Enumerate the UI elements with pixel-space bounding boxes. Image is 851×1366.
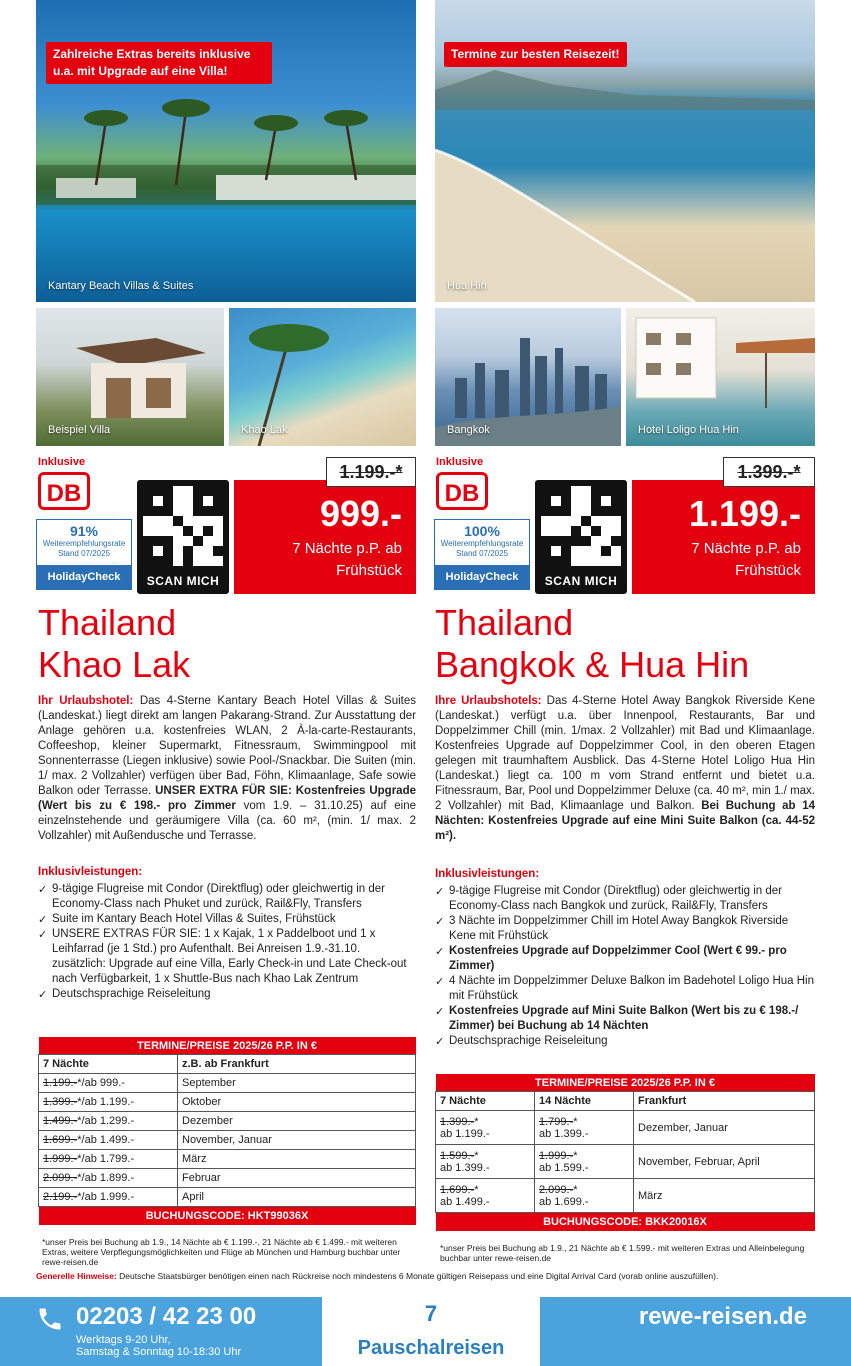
recommend-label: Weiterempfehlungsrate (440, 539, 524, 548)
url-block (540, 1297, 851, 1366)
old-price (723, 457, 815, 487)
price-sub: 7 Nächte p.P. ab (292, 540, 402, 557)
table-row: 1.699.-* ab 1.499.- 2.099.-* ab 1.699.- März (436, 1179, 815, 1213)
old-price-value: 1.199.-* (339, 462, 403, 482)
website-link[interactable]: rewe-reisen.de (638, 1303, 807, 1330)
footnote: *unser Preis bei Buchung ab 1.9., 21 Nächte ab € 1.599.- mit weiteren Extras und Alleinbelegung buchbar unter rewe-reisen.de (440, 1243, 805, 1263)
phone-block (0, 1297, 322, 1366)
table-row: 1.199.-*/ab 999.- September (39, 1074, 416, 1093)
col-nights: 7 Nächte (39, 1055, 178, 1074)
hotel-label: Ihr Urlaubshotel: (38, 695, 134, 707)
price-table (38, 1037, 416, 1225)
table-row: 1.599.-* ab 1.399.- 1.999.-* ab 1.599.- November, Februar, April (436, 1145, 815, 1179)
general-text: Deutsche Staatsbürger benötigen einen nach Rückreise noch mindestens 6 Monate gültigen Reisepass und eine Digital Arrival Card (vorab online auszufüllen). (119, 1271, 719, 1281)
destination-title: Thailand (435, 602, 574, 643)
price-board: Frühstück (336, 562, 402, 579)
col-departure: z.B. ab Frankfurt (178, 1055, 416, 1074)
table-row: 2.099.-*/ab 1.899.- Februar (39, 1169, 416, 1188)
recommend-date: Stand 07/2025 (57, 549, 111, 558)
table-heading: TERMINE/PREISE 2025/26 P.P. IN € (436, 1074, 815, 1092)
inclusion-item: ✓ Kostenfreies Upgrade auf Doppelzimmer Cool (Wert € 99.- pro Zimmer) (435, 944, 815, 974)
qr-code[interactable] (137, 480, 229, 594)
inclusions-list (38, 882, 416, 1002)
booking-code: BUCHUNGSCODE: BKK20016X (436, 1213, 815, 1232)
db-logo: DB (38, 472, 90, 510)
price-box (234, 480, 416, 594)
phone-number[interactable]: 02203 / 42 23 00 (76, 1303, 257, 1330)
table-row: 1.999.-*/ab 1.799.- März (39, 1150, 416, 1169)
inklusive-label: Inklusive (38, 456, 86, 468)
table-heading: TERMINE/PREISE 2025/26 P.P. IN € (39, 1037, 416, 1055)
table-row: 1.399.-*/ab 1.199.- Oktober (39, 1093, 416, 1112)
photo-caption: Bangkok (447, 424, 490, 436)
holidaycheck-logo: HolidayCheck (435, 565, 529, 589)
db-logo: DB (436, 472, 488, 510)
inclusion-item: ✓ Suite im Kantary Beach Hotel Villas & Suites, Frühstück (38, 912, 416, 927)
photo-caption: Beispiel Villa (48, 424, 111, 436)
section-name: Pauschalreisen (357, 1337, 505, 1359)
hotel-extra: UNSER EXTRA FÜR SIE: Kostenfreies Upgrade (Wert bis zu € 198.- pro Zimmer (38, 785, 416, 812)
qr-pattern (143, 486, 223, 566)
hotel-description (38, 694, 416, 844)
holidaycheck-logo: HolidayCheck (37, 565, 131, 589)
col-departure: Frankfurt (634, 1092, 815, 1111)
qr-code[interactable] (535, 480, 627, 594)
old-price (326, 457, 416, 487)
photo-caption: Kantary Beach Villas & Suites (48, 280, 194, 292)
hotel-text: Das 4-Sterne Hotel Away Bangkok Riverside Kene (Landeskat.) verfügt u.a. über Innenpool, Restaurants, Bar und Doppelzimmer Chill (min. 1/max. 2 Vollzahler) mit Bad und Klimaanlage. Kostenfreies Upgrade auf Doppelzimmer Cool, in den oberen Etagen gelegen mit traumhaftem Ausblick. Das 4-Sterne Hotel Loligo Hua Hin (Landeskat.) liegt ca. 100 m vom Strand entfernt und bietet u.a. Fitnessraum, Bar, Pool und Doppelzimmer Deluxe (ca. 40 m², min 1./ max. 2 Vollzahler) mit Bad, Klimaanlage und Balkon. (435, 695, 815, 812)
price-box (632, 480, 815, 594)
qr-pattern (541, 486, 621, 566)
inclusion-item: ✓ 9-tägige Flugreise mit Condor (Direktflug) oder gleichwertig in der Economy-Class nach Bangkok und zurück, Rail&Fly, Transfers (435, 884, 815, 914)
scan-label: SCAN MICH (544, 574, 618, 588)
holidaycheck-badge (434, 519, 530, 590)
destination-subtitle: Bangkok & Hua Hin (435, 644, 750, 685)
hours-weekend: Samstag & Sonntag 10-18:30 Uhr (76, 1346, 242, 1358)
price-sub: 7 Nächte p.P. ab (691, 540, 801, 557)
phone-icon (36, 1305, 64, 1333)
price-table (435, 1074, 815, 1231)
recommend-rate: 91% (69, 523, 99, 539)
general-note (36, 1271, 816, 1281)
table-row: 1.499.-*/ab 1.299.- Dezember (39, 1112, 416, 1131)
recommend-label: Weiterempfehlungsrate (42, 539, 126, 548)
scan-label: SCAN MICH (146, 574, 220, 588)
photo-caption: Hua Hin (447, 280, 487, 292)
general-label: Generelle Hinweise: (36, 1271, 117, 1281)
page-number: 7 (424, 1301, 438, 1326)
photo-caption: Khao Lak (241, 424, 288, 436)
inclusion-item: ✓ 9-tägige Flugreise mit Condor (Direktflug) oder gleichwertig in der Economy-Class nach Phuket und zurück, Rail&Fly, Transfers (38, 882, 416, 912)
old-price-value: 1.399.-* (737, 462, 801, 482)
price: 999.- (319, 493, 402, 534)
recommend-date: Stand 07/2025 (455, 549, 509, 558)
photo-caption: Hotel Loligo Hua Hin (638, 424, 739, 436)
photo-villa (36, 308, 224, 446)
inclusions-heading: Inklusivleistungen: (435, 868, 540, 880)
table-row: 1.699.-*/ab 1.499.- November, Januar (39, 1131, 416, 1150)
price-board: Frühstück (735, 562, 801, 579)
page-block (322, 1297, 540, 1366)
price: 1.199.- (688, 493, 801, 534)
inclusion-item: ✓ 4 Nächte im Doppelzimmer Deluxe Balkon im Badehotel Loligo Hua Hin mit Frühstück (435, 974, 815, 1004)
recommend-rate: 100% (464, 523, 500, 539)
photo-bangkok (435, 308, 621, 446)
table-row: 1.399.-* ab 1.199.- 1.799.-* ab 1.399.- Dezember, Januar (436, 1111, 815, 1145)
inclusion-item: ✓ Deutschsprachige Reiseleitung (38, 987, 416, 1002)
holidaycheck-badge (36, 519, 132, 590)
extras-badge: Zahlreiche Extras bereits inklusive u.a. mit Upgrade auf eine Villa! (46, 42, 272, 84)
inclusion-item: ✓ 3 Nächte im Doppelzimmer Chill im Hotel Away Bangkok Riverside Kene mit Frühstück (435, 914, 815, 944)
inclusions-heading: Inklusivleistungen: (38, 866, 143, 878)
table-row: 2.199.-*/ab 1.999.- April (39, 1188, 416, 1207)
hotel-extra: Bei Buchung ab 14 Nächten: Kostenfreies Upgrade auf eine Mini Suite Balkon (ca. 44-52 m²). (435, 800, 815, 842)
destination-title: Thailand (38, 602, 177, 643)
inclusions-list (435, 884, 815, 1049)
hotel-label: Ihre Urlaubshotels: (435, 695, 542, 707)
inclusion-item: ✓ Kostenfreies Upgrade auf Mini Suite Balkon (Wert bis zu € 198.-/ Zimmer) bei Buchung ab 14 Nächten (435, 1004, 815, 1034)
footnote: *unser Preis bei Buchung ab 1.9., 14 Nächte ab € 1.199.-, 21 Nächte ab € 1.499.- mit weiteren Extras, weitere Verpflegungsmöglichkeiten und Flüge ab München und Hamburg buchbar unter rewe-reisen.de (42, 1237, 401, 1267)
photo-loligo (626, 308, 815, 446)
booking-code: BUCHUNGSCODE: HKT99036X (39, 1207, 416, 1226)
season-badge: Termine zur besten Reisezeit! (444, 42, 627, 67)
hotel-text: Das 4-Sterne Kantary Beach Hotel Villas & Suites (Landeskat.) liegt direkt am langen Pakarang-Strand. Zur Ausstattung der Anlage gehören u.a. kostenfreies WLAN, 2 À-la-carte-Restaurants, Coffeeshop, kleiner Supermarkt, Fitnessraum, Swimmingpool mit Sonnenterrasse (Liegen inklusive) sowie Pool-/Snackbar. Die Suiten (min. 1/ max. 2 Vollzahler) verfügen über Bad, Föhn, Klimaanlage, Safe sowie Balkon oder Terrasse. (38, 695, 416, 797)
footer (0, 1297, 851, 1366)
inklusive-label: Inklusive (436, 456, 484, 468)
hotel-description (435, 694, 815, 844)
photo-khao-lak (229, 308, 416, 446)
inclusion-item: ✓ Deutschsprachige Reiseleitung (435, 1034, 815, 1049)
col-14-nights: 14 Nächte (535, 1092, 634, 1111)
inclusion-item: ✓ UNSERE EXTRAS FÜR SIE: 1 x Kajak, 1 x Paddelboot und 1 x Leihfarrad (je 1 Std.) pro Aufenthalt. Bei Anreisen 1.9.-31.10. zusätzlich: Upgrade auf eine Villa, Early Check-in und Late Check-out nach Verfügbarkeit, 1 x Shuttle-Bus nach Khao Lak Zentrum (38, 927, 416, 987)
destination-subtitle: Khao Lak (38, 644, 191, 685)
col-7-nights: 7 Nächte (436, 1092, 535, 1111)
hours-weekday: Werktags 9-20 Uhr, (76, 1334, 171, 1346)
hotel-tail: vom 1.9. – 31.10.25) auf eine einzelnstehende und geräumigere Villa (ca. 60 m², (min. 1/ max. 2 Vollzahler) mit Außendusche und Terrasse. (38, 800, 416, 842)
